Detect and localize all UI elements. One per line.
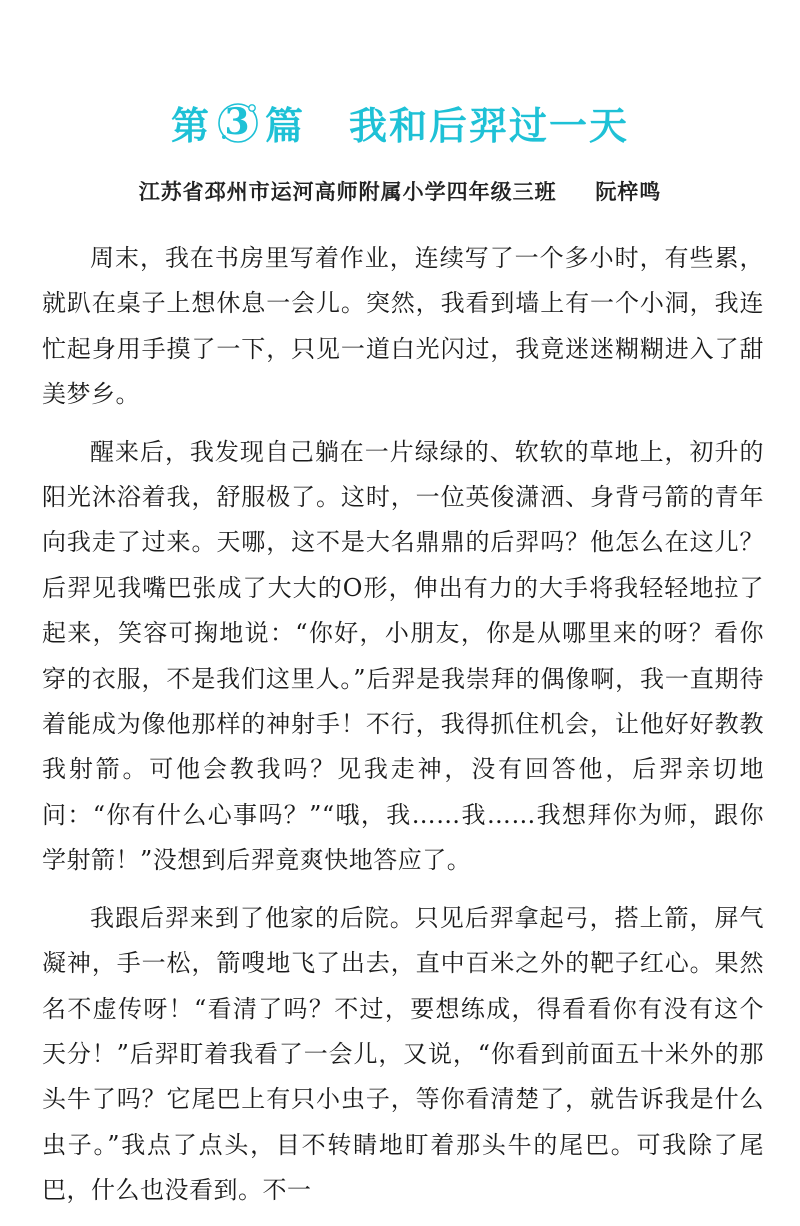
chapter-prefix: 第 xyxy=(170,103,211,148)
article-title: 我和后羿过一天 xyxy=(349,103,630,148)
paragraph-2: 醒来后，我发现自己躺在一片绿绿的、软软的草地上，初升的阳光沐浴着我，舒服极了。这时，一位英俊潇洒、身背弓箭的青年向我走了过来。天哪，这不是大名鼎鼎的后羿吗？他怎么在这儿？后羿见我嘴巴张成了大大的O形，伸出有力的大手将我轻轻地拉了起来，笑容可掬地说：“你好，小朋友，你是从哪里来的呀？看你穿的衣服，不是我们这里人。”后羿是我崇拜的偶像啊，我一直期待着能成为像他那样的神射手！不行，我得抓住机会，让他好好教教我射箭。可他会教我吗？见我走神，没有回答他，后羿亲切地问：“你有什么心事吗？”“哦，我……我……我想拜你为师，跟你学射箭！”没想到后羿竟爽快地答应了。 xyxy=(42,437,764,875)
paragraph-1: 周末，我在书房里写着作业，连续写了一个多小时，有些累，就趴在桌子上想休息一会儿。突然，我看到墙上有一个小洞，我连忙起身用手摸了一下，只见一道白光闪过，我竟迷迷糊糊进入了甜美梦乡。 xyxy=(42,244,764,409)
byline xyxy=(0,176,800,206)
chapter-number: 3 xyxy=(224,101,252,143)
author-name: 阮梓鸣 xyxy=(595,179,662,204)
chapter-number-badge xyxy=(215,99,261,145)
article-body xyxy=(42,236,764,1226)
paragraph-3: 我跟后羿来到了他家的后院。只见后羿拿起弓，搭上箭，屏气凝神，手一松，箭嗖地飞了出去，直中百米之外的靶子红心。果然名不虚传呀！“看清了吗？不过，要想练成，得看看你有没有这个天分！”后羿盯着我看了一会儿，又说，“你看到前面五十米外的那头牛了吗？它尾巴上有只小虫子，等你看清楚了，就告诉我是什么虫子。”我点了点头，目不转睛地盯着那头牛的尾巴。可我除了尾巴，什么也没看到。不一 xyxy=(42,903,764,1205)
chapter-suffix: 篇 xyxy=(264,103,305,148)
chapter-title xyxy=(0,92,800,152)
author-school: 江苏省邳州市运河高师附属小学四年级三班 xyxy=(138,179,557,204)
